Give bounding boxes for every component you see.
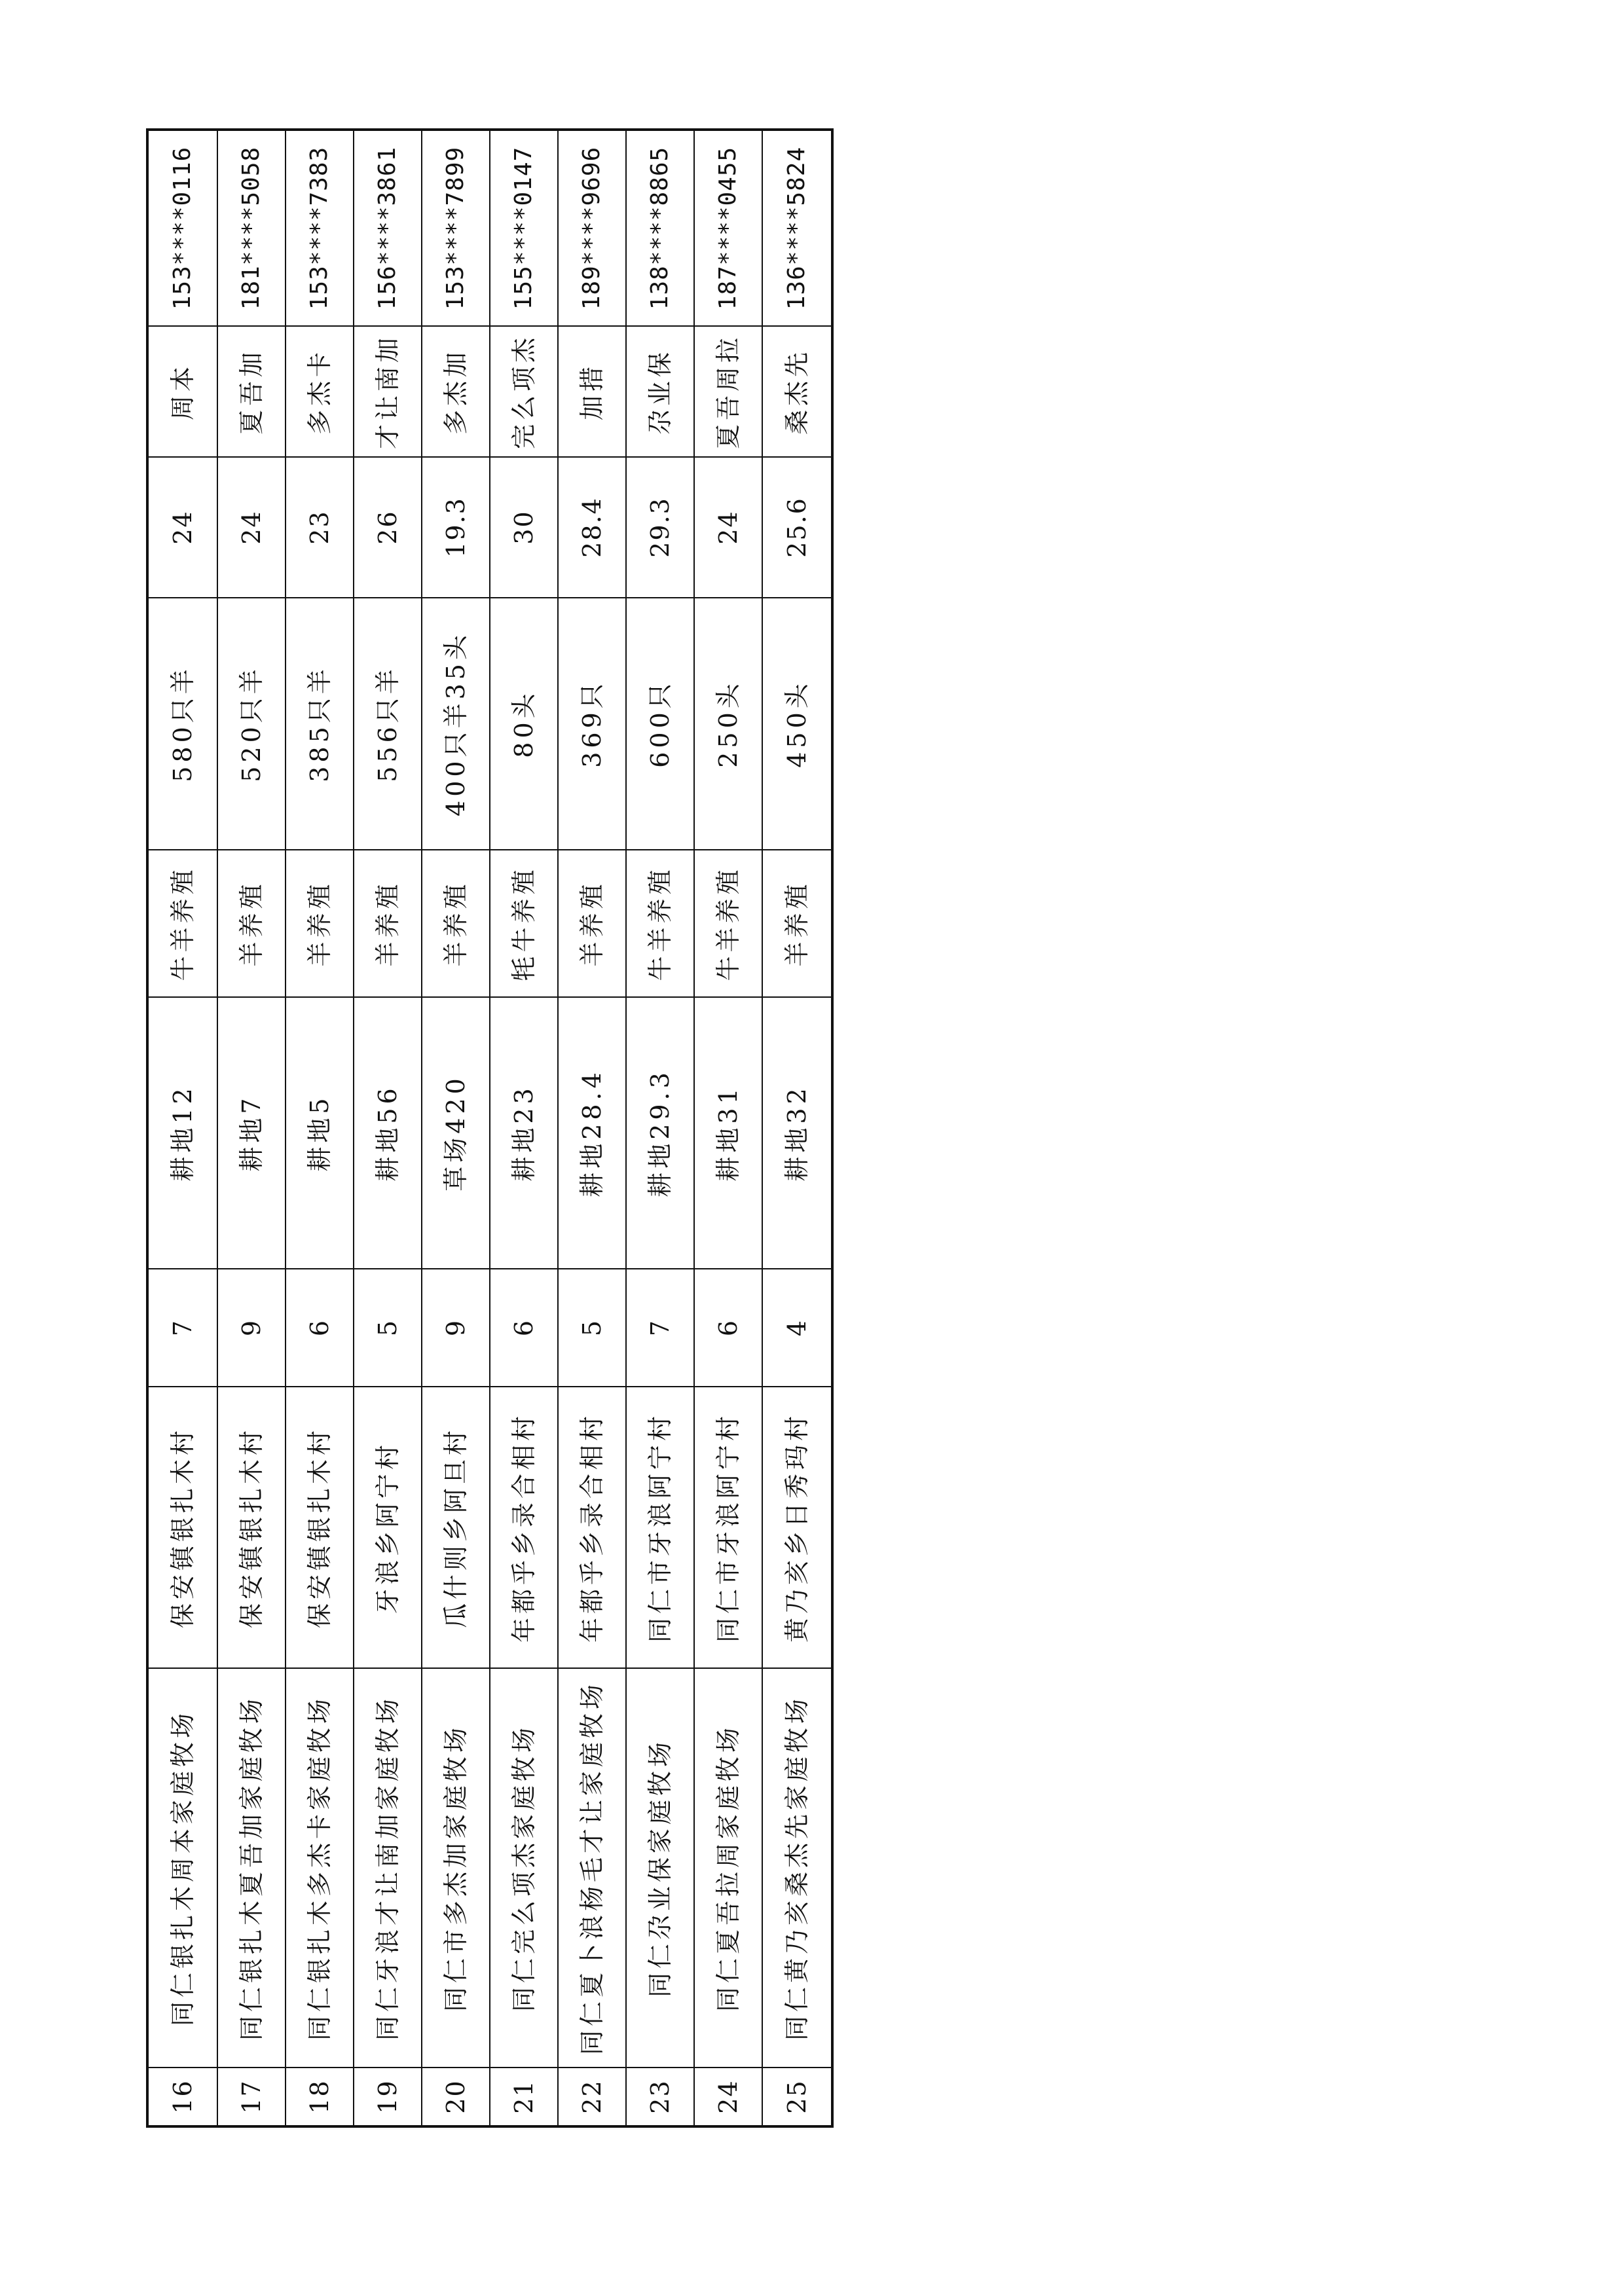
herd-scale: 400只羊35头 — [422, 598, 490, 850]
herd-scale: 450头 — [762, 598, 832, 850]
income-value: 30 — [490, 457, 558, 598]
contact-person: 夏吾周拉 — [694, 326, 762, 457]
land-area: 耕地31 — [694, 997, 762, 1269]
table-row — [762, 130, 832, 2126]
member-count: 7 — [147, 1269, 217, 1387]
ranch-name: 同仁银扎木夏吾加家庭牧场 — [217, 1668, 286, 2068]
ranch-name: 同仁尕业保家庭牧场 — [626, 1668, 694, 2068]
income-value: 24 — [217, 457, 286, 598]
land-area: 耕地12 — [147, 997, 217, 1269]
ranch-address: 黄乃亥乡日秀玛村 — [762, 1387, 832, 1668]
table-row — [558, 130, 626, 2126]
herd-scale: 600只 — [626, 598, 694, 850]
operation-type: 羊养殖 — [286, 850, 354, 997]
contact-person: 夏吾加 — [217, 326, 286, 457]
row-index: 17 — [217, 2068, 286, 2126]
member-count: 9 — [422, 1269, 490, 1387]
member-count: 9 — [217, 1269, 286, 1387]
table-row — [286, 130, 354, 2126]
phone-number: 138****8865 — [626, 130, 694, 326]
income-value: 25.6 — [762, 457, 832, 598]
operation-type: 牦牛养殖 — [490, 850, 558, 997]
ranch-address: 保安镇银扎木村 — [286, 1387, 354, 1668]
operation-type: 牛羊养殖 — [694, 850, 762, 997]
ranch-address: 同仁市牙浪阿宁村 — [694, 1387, 762, 1668]
member-count: 4 — [762, 1269, 832, 1387]
ranch-address: 年都乎乡录合相村 — [558, 1387, 626, 1668]
member-count: 6 — [694, 1269, 762, 1387]
contact-person: 加措 — [558, 326, 626, 457]
ranch-name: 同仁夏吾拉周家庭牧场 — [694, 1668, 762, 2068]
contact-person: 周本 — [147, 326, 217, 457]
operation-type: 羊养殖 — [422, 850, 490, 997]
member-count: 6 — [286, 1269, 354, 1387]
table-row — [626, 130, 694, 2126]
row-index: 23 — [626, 2068, 694, 2126]
row-index: 22 — [558, 2068, 626, 2126]
phone-number: 189****9696 — [558, 130, 626, 326]
ranch-name: 同仁夏卜浪杨毛才让家庭牧场 — [558, 1668, 626, 2068]
land-area: 耕地7 — [217, 997, 286, 1269]
phone-number: 187****0455 — [694, 130, 762, 326]
operation-type: 牛羊养殖 — [147, 850, 217, 997]
row-index: 20 — [422, 2068, 490, 2126]
operation-type: 羊养殖 — [762, 850, 832, 997]
contact-person: 桑杰先 — [762, 326, 832, 457]
land-area: 耕地28.4 — [558, 997, 626, 1269]
contact-person: 尕业保 — [626, 326, 694, 457]
ranch-address: 同仁市牙浪阿宁村 — [626, 1387, 694, 1668]
land-area: 耕地23 — [490, 997, 558, 1269]
row-index: 19 — [354, 2068, 422, 2126]
contact-person: 才让南加 — [354, 326, 422, 457]
land-area: 耕地56 — [354, 997, 422, 1269]
member-count: 7 — [626, 1269, 694, 1387]
income-value: 28.4 — [558, 457, 626, 598]
ranch-address: 瓜什则乡阿旦村 — [422, 1387, 490, 1668]
ranch-address: 牙浪乡阿宁村 — [354, 1387, 422, 1668]
table-row — [694, 130, 762, 2126]
income-value: 24 — [147, 457, 217, 598]
phone-number: 155****0147 — [490, 130, 558, 326]
family-ranch-table — [146, 128, 834, 2128]
rotated-table-frame — [146, 131, 834, 2128]
member-count: 5 — [558, 1269, 626, 1387]
table-row — [217, 130, 286, 2126]
row-index: 16 — [147, 2068, 217, 2126]
phone-number: 181****5058 — [217, 130, 286, 326]
income-value: 24 — [694, 457, 762, 598]
herd-scale: 385只羊 — [286, 598, 354, 850]
land-area: 草场420 — [422, 997, 490, 1269]
phone-number: 153****0116 — [147, 130, 217, 326]
income-value: 19.3 — [422, 457, 490, 598]
table-row — [490, 130, 558, 2126]
phone-number: 156****3861 — [354, 130, 422, 326]
ranch-name: 同仁市多杰加家庭牧场 — [422, 1668, 490, 2068]
ranch-address: 保安镇银扎木村 — [217, 1387, 286, 1668]
land-area: 耕地29.3 — [626, 997, 694, 1269]
ranch-name: 同仁银扎木周本家庭牧场 — [147, 1668, 217, 2068]
ranch-address: 年都乎乡录合相村 — [490, 1387, 558, 1668]
member-count: 6 — [490, 1269, 558, 1387]
member-count: 5 — [354, 1269, 422, 1387]
income-value: 26 — [354, 457, 422, 598]
contact-person: 完么项杰 — [490, 326, 558, 457]
operation-type: 羊养殖 — [354, 850, 422, 997]
ranch-name: 同仁银扎木多杰卡家庭牧场 — [286, 1668, 354, 2068]
ranch-address: 保安镇银扎木村 — [147, 1387, 217, 1668]
table-row — [354, 130, 422, 2126]
land-area: 耕地32 — [762, 997, 832, 1269]
income-value: 29.3 — [626, 457, 694, 598]
ranch-name: 同仁牙浪才让南加家庭牧场 — [354, 1668, 422, 2068]
table-row — [147, 130, 217, 2126]
phone-number: 136****5824 — [762, 130, 832, 326]
land-area: 耕地5 — [286, 997, 354, 1269]
table-row — [422, 130, 490, 2126]
ranch-name: 同仁黄乃亥桑杰先家庭牧场 — [762, 1668, 832, 2068]
row-index: 21 — [490, 2068, 558, 2126]
contact-person: 多杰卡 — [286, 326, 354, 457]
phone-number: 153****7383 — [286, 130, 354, 326]
herd-scale: 580只羊 — [147, 598, 217, 850]
herd-scale: 250头 — [694, 598, 762, 850]
contact-person: 多杰加 — [422, 326, 490, 457]
row-index: 18 — [286, 2068, 354, 2126]
operation-type: 羊养殖 — [558, 850, 626, 997]
phone-number: 153****7899 — [422, 130, 490, 326]
operation-type: 羊养殖 — [217, 850, 286, 997]
herd-scale: 80头 — [490, 598, 558, 850]
operation-type: 牛羊养殖 — [626, 850, 694, 997]
herd-scale: 369只 — [558, 598, 626, 850]
row-index: 24 — [694, 2068, 762, 2126]
herd-scale: 520只羊 — [217, 598, 286, 850]
ranch-name: 同仁完么项杰家庭牧场 — [490, 1668, 558, 2068]
herd-scale: 556只羊 — [354, 598, 422, 850]
row-index: 25 — [762, 2068, 832, 2126]
income-value: 23 — [286, 457, 354, 598]
